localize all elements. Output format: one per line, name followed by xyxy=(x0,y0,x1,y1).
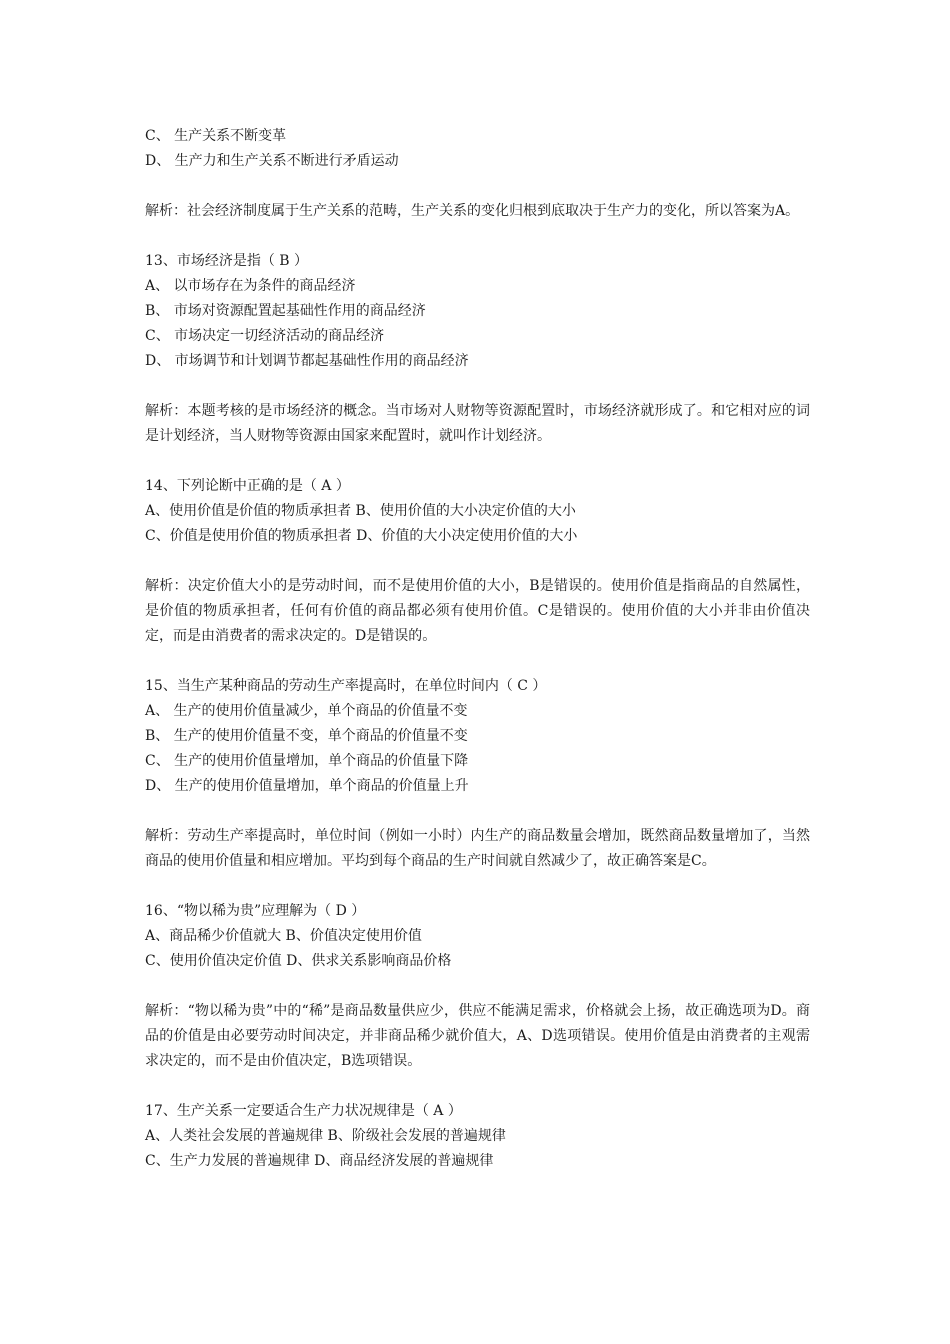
q13-analysis: 解析：本题考核的是市场经济的概念。当市场对人财物等资源配置时，市场经济就形成了。和它相对应的词是计划经济，当人财物等资源由国家来配置时，就叫作计划经济。 xyxy=(145,403,810,444)
q15-option-c: C、 生产的使用价值量增加，单个商品的价值量下降 xyxy=(145,753,469,769)
q16-analysis: 解析：“物以稀为贵”中的“稀”是商品数量供应少，供应不能满足需求，价格就会上扬，故正确选项为D。商品的价值是由必要劳动时间决定，并非商品稀少就价值大，A、D选项错误。使用价值是由消费者的主观需求决定的，而不是由价值决定，B选项错误。 xyxy=(145,1003,810,1069)
q12-analysis: 解析：社会经济制度属于生产关系的范畴，生产关系的变化归根到底取决于生产力的变化，所以答案为A。 xyxy=(145,203,800,219)
q15-question: 15、当生产某种商品的劳动生产率提高时，在单位时间内（ C ） xyxy=(145,678,547,694)
q14-question: 14、下列论断中正确的是（ A ） xyxy=(145,478,350,494)
q15-option-b: B、 生产的使用价值量不变，单个商品的价值量不变 xyxy=(145,728,468,744)
q17-question: 17、生产关系一定要适合生产力状况规律是（ A ） xyxy=(145,1103,462,1119)
q15-option-d: D、 生产的使用价值量增加，单个商品的价值量上升 xyxy=(145,778,469,794)
q16-options-cd: C、使用价值决定价值 D、供求关系影响商品价格 xyxy=(145,953,452,969)
document-page xyxy=(145,124,810,1174)
q14-analysis: 解析：决定价值大小的是劳动时间，而不是使用价值的大小，B是错误的。使用价值是指商品的自然属性，是价值的物质承担者，任何有价值的商品都必须有使用价值。C是错误的。使用价值的大小并非由价值决定，而是由消费者的需求决定的。D是错误的。 xyxy=(145,578,810,644)
q12-option-c: C、 生产关系不断变革 xyxy=(145,128,287,144)
q12-option-d: D、 生产力和生产关系不断进行矛盾运动 xyxy=(145,153,399,169)
q16-question: 16、“物以稀为贵”应理解为（ D ） xyxy=(145,903,366,919)
q14-options-cd: C、价值是使用价值的物质承担者 D、价值的大小决定使用价值的大小 xyxy=(145,528,578,544)
q15-analysis: 解析：劳动生产率提高时，单位时间（例如一小时）内生产的商品数量会增加，既然商品数量增加了，当然商品的使用价值量和相应增加。平均到每个商品的生产时间就自然减少了，故正确答案是C。 xyxy=(145,828,810,869)
q13-question: 13、市场经济是指（ B ） xyxy=(145,253,309,269)
q16-options-ab: A、商品稀少价值就大 B、价值决定使用价值 xyxy=(145,928,422,944)
q13-option-c: C、 市场决定一切经济活动的商品经济 xyxy=(145,328,385,344)
q13-option-b: B、 市场对资源配置起基础性作用的商品经济 xyxy=(145,303,426,319)
q13-option-d: D、 市场调节和计划调节都起基础性作用的商品经济 xyxy=(145,353,469,369)
q17-options-cd: C、生产力发展的普遍规律 D、商品经济发展的普遍规律 xyxy=(145,1153,494,1169)
q17-options-ab: A、人类社会发展的普遍规律 B、阶级社会发展的普遍规律 xyxy=(145,1128,506,1144)
q13-option-a: A、 以市场存在为条件的商品经济 xyxy=(145,278,356,294)
q15-option-a: A、 生产的使用价值量减少，单个商品的价值量不变 xyxy=(145,703,468,719)
q14-options-ab: A、使用价值是价值的物质承担者 B、使用价值的大小决定价值的大小 xyxy=(145,503,576,519)
